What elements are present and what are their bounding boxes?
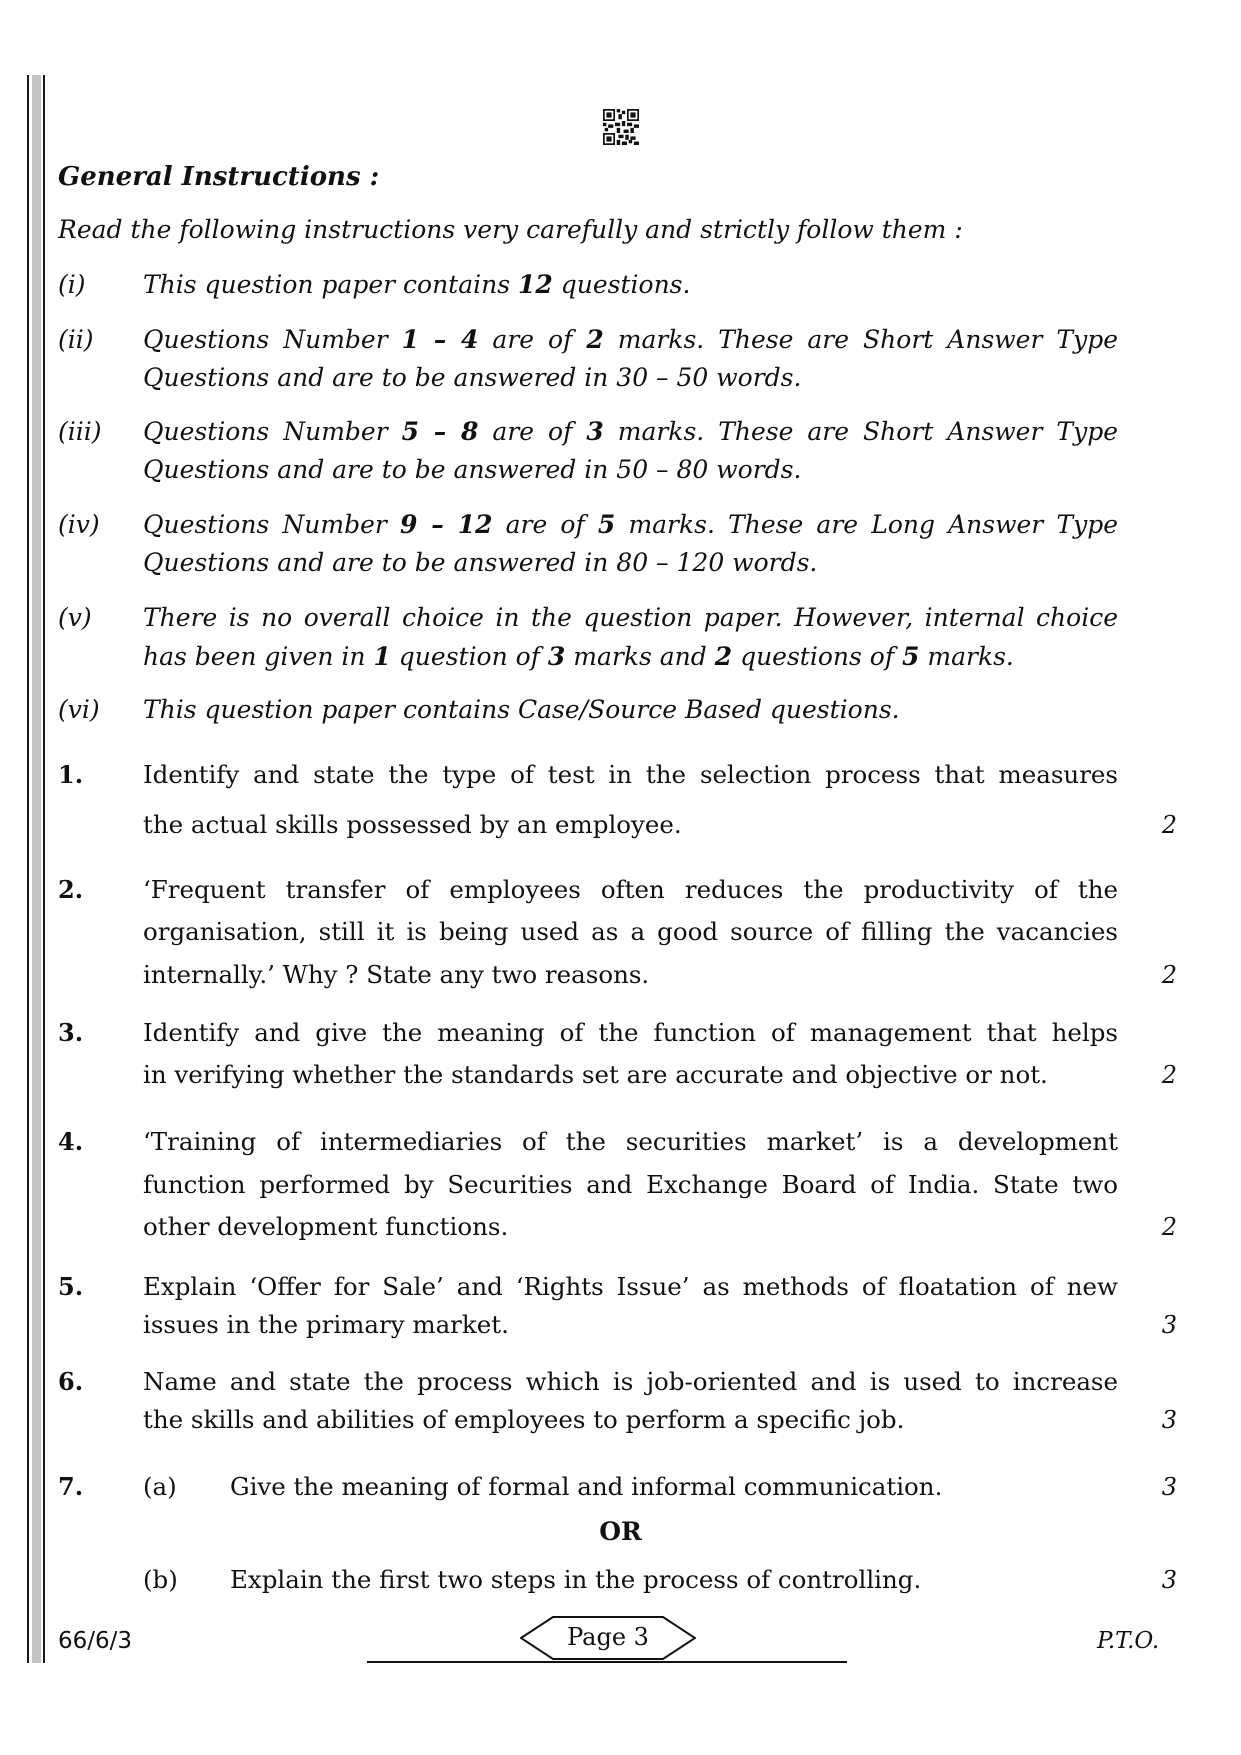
question-text: issues in the primary market. — [143, 1310, 509, 1339]
instruction-label: (i) — [58, 270, 86, 299]
or-divider: OR — [599, 1517, 642, 1546]
question-text: internally.’ Why ? State any two reasons. — [143, 960, 650, 989]
question-text: function performed by Securities and Exchange Board of India. State two — [143, 1170, 1118, 1199]
subpart-marks-b: 3 — [1161, 1566, 1177, 1594]
instruction-label: (iv) — [58, 510, 100, 539]
question-text: Identify and state the type of test in the selection process that measures — [143, 760, 1118, 789]
bold-figure: 2 — [714, 642, 733, 671]
instructions-intro: Read the following instructions very carefully and strictly follow them : — [58, 215, 963, 244]
subpart-text-b: Explain the first two steps in the process of controlling. — [230, 1565, 922, 1594]
question-text: Explain ‘Offer for Sale’ and ‘Rights Issue’ as methods of floatation of new — [143, 1272, 1118, 1301]
bold-figure: 5 — [597, 510, 616, 539]
pto-label: P.T.O. — [1097, 1628, 1160, 1654]
question-number: 3. — [58, 1018, 84, 1047]
question-number: 4. — [58, 1127, 84, 1156]
question-text: in verifying whether the standards set are accurate and objective or not. — [143, 1060, 1048, 1089]
subpart-marks-a: 3 — [1161, 1473, 1177, 1501]
question-marks: 2 — [1161, 1213, 1177, 1241]
question-text: organisation, still it is being used as a good source of filling the vacancies — [143, 917, 1118, 946]
question-text: other development functions. — [143, 1212, 509, 1241]
general-instructions-heading: General Instructions : — [58, 162, 380, 192]
instruction-text: This question paper contains Case/Source Based questions. — [143, 695, 900, 724]
bold-figure: 5 — [902, 642, 920, 671]
question-text: ‘Training of intermediaries of the securities market’ is a development — [143, 1127, 1118, 1156]
question-number: 2. — [58, 875, 84, 904]
bold-figure: 5 – 8 — [401, 417, 479, 446]
question-number: 7. — [58, 1472, 84, 1501]
instruction-text: Questions Number 9 – 12 are of 5 marks. These are Long Answer Type — [143, 510, 1119, 539]
question-text: Name and state the process which is job-oriented and is used to increase — [143, 1367, 1118, 1396]
instruction-text: This question paper contains 12 questions. — [143, 270, 691, 299]
question-text: the skills and abilities of employees to perform a specific job. — [143, 1405, 905, 1434]
instruction-text: Questions and are to be answered in 80 – 120 words. — [143, 548, 818, 577]
bold-figure: 1 — [373, 642, 391, 671]
question-text: the actual skills possessed by an employee. — [143, 810, 682, 839]
left-border-line — [27, 75, 29, 1663]
question-marks: 2 — [1161, 1061, 1177, 1089]
bold-figure: 1 – 4 — [401, 325, 479, 354]
question-marks: 3 — [1161, 1311, 1177, 1339]
instruction-text: Questions and are to be answered in 50 – 80 words. — [143, 455, 802, 484]
subpart-text-a: Give the meaning of formal and informal communication. — [230, 1472, 943, 1501]
instruction-text: Questions and are to be answered in 30 – 50 words. — [143, 363, 802, 392]
instruction-label: (iii) — [58, 417, 102, 446]
instruction-label: (v) — [58, 603, 92, 632]
page-number-label: Page 3 — [567, 1623, 649, 1651]
subpart-label-b: (b) — [143, 1565, 178, 1594]
instruction-text: Questions Number 5 – 8 are of 3 marks. These are Short Answer Type — [143, 417, 1119, 446]
question-text: ‘Frequent transfer of employees often reduces the productivity of the — [143, 875, 1118, 904]
question-number: 6. — [58, 1367, 84, 1396]
question-text: Identify and give the meaning of the function of management that helps — [143, 1018, 1118, 1047]
bold-figure: 3 — [586, 417, 604, 446]
footer-rule — [367, 1661, 847, 1663]
qr-code-icon — [603, 108, 639, 146]
left-border-bar — [32, 75, 41, 1663]
instruction-label: (vi) — [58, 695, 100, 724]
instruction-text: has been given in 1 question of 3 marks and 2 questions of 5 marks. — [143, 642, 1014, 671]
bold-figure: 9 – 12 — [399, 510, 493, 539]
instruction-label: (ii) — [58, 325, 94, 354]
bold-figure: 12 — [518, 270, 553, 299]
left-border-line-inner — [43, 75, 45, 1663]
paper-code: 66/6/3 — [58, 1628, 133, 1654]
question-number: 5. — [58, 1272, 84, 1301]
subpart-label-a: (a) — [143, 1472, 177, 1501]
instruction-text: Questions Number 1 – 4 are of 2 marks. These are Short Answer Type — [143, 325, 1119, 354]
question-marks: 2 — [1161, 961, 1177, 989]
bold-figure: 2 — [586, 325, 604, 354]
bold-figure: 3 — [547, 642, 566, 671]
question-number: 1. — [58, 760, 84, 789]
question-marks: 3 — [1161, 1406, 1177, 1434]
question-marks: 2 — [1161, 811, 1177, 839]
instruction-text: There is no overall choice in the question paper. However, internal choice — [143, 603, 1118, 632]
